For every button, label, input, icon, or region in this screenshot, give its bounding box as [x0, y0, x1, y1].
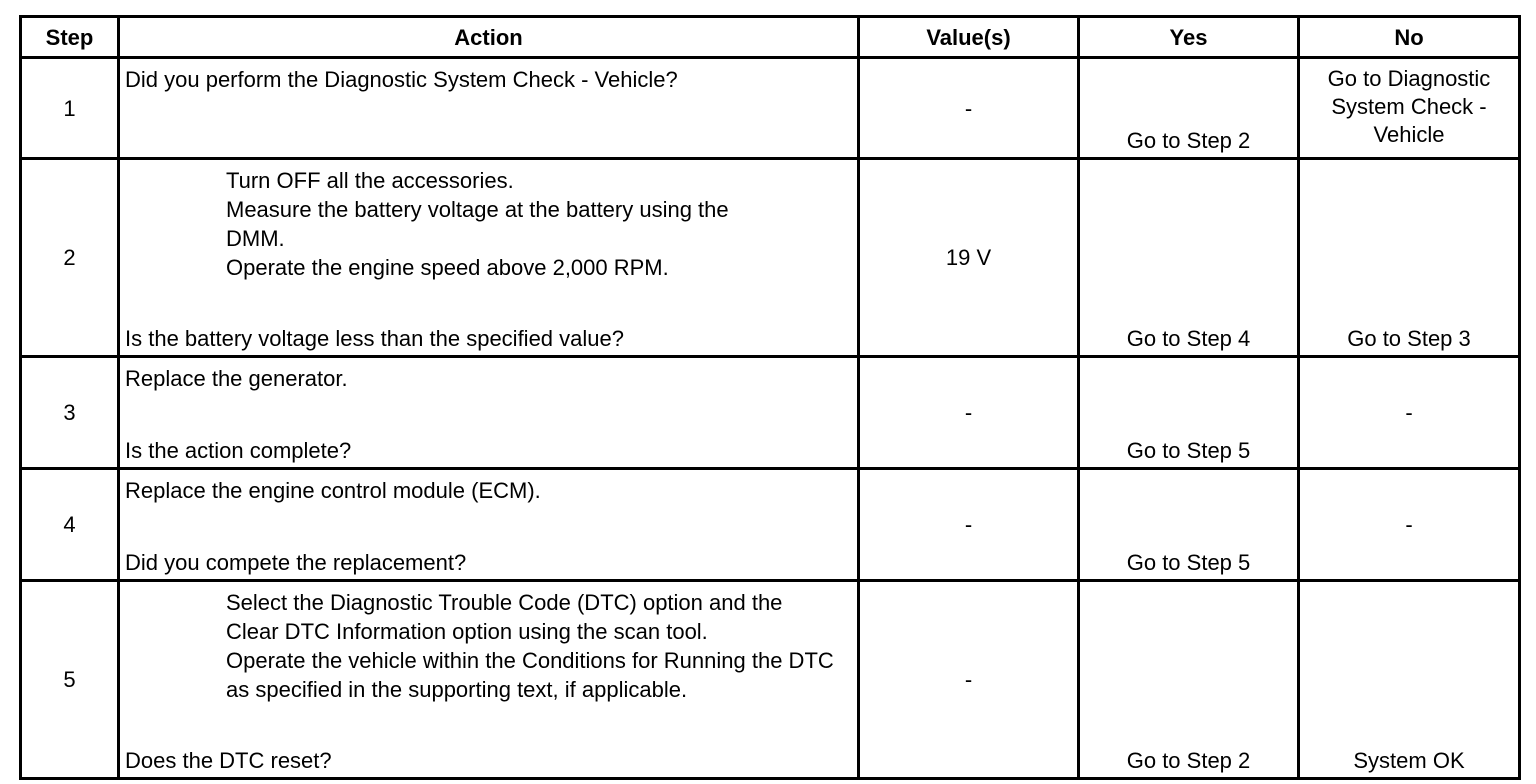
action-question: Did you compete the replacement?: [125, 550, 467, 575]
action-question: Is the action complete?: [125, 438, 352, 463]
no-text: System OK: [1353, 748, 1465, 773]
action-step-item: Operate the engine speed above 2,000 RPM.: [226, 255, 669, 280]
action-text: Did you perform the Diagnostic System Check - Vehicle?: [125, 67, 678, 92]
step-number: 3: [21, 357, 119, 469]
action-cell: [119, 469, 859, 581]
step-number: 5: [21, 581, 119, 779]
diagnostic-table: [19, 15, 1521, 780]
yes-text: Go to Step 4: [1126, 326, 1251, 351]
action-cell: [119, 357, 859, 469]
table-row: [21, 469, 1520, 581]
yes-cell: [1079, 159, 1299, 357]
header-row: [21, 17, 1520, 58]
yes-cell: [1079, 357, 1299, 469]
no-cell: -: [1299, 357, 1520, 469]
step-number: 2: [21, 159, 119, 357]
no-cell: -: [1299, 469, 1520, 581]
no-cell: [1299, 581, 1520, 779]
header-yes: Yes: [1079, 17, 1299, 58]
table-row: [21, 581, 1520, 779]
action-cell: [119, 159, 859, 357]
yes-text: Go to Step 2: [1126, 128, 1251, 153]
action-text: Replace the generator.: [125, 366, 348, 391]
header-values: Value(s): [859, 17, 1079, 58]
yes-cell: [1079, 58, 1299, 159]
action-step-item: Operate the vehicle within the Conditions for Running the DTC as specified in the supporting text, if applicable.: [226, 648, 834, 702]
yes-cell: [1079, 581, 1299, 779]
action-step-item: Measure the battery voltage at the battery using the DMM.: [226, 197, 729, 251]
value-cell: -: [859, 357, 1079, 469]
step-number: 1: [21, 58, 119, 159]
table-row: [21, 58, 1520, 159]
no-cell: Go to Diagnostic System Check - Vehicle: [1299, 58, 1520, 159]
action-step-item: Turn OFF all the accessories.: [226, 168, 514, 193]
value-cell: -: [859, 58, 1079, 159]
action-question: Is the battery voltage less than the specified value?: [125, 326, 624, 351]
no-cell: [1299, 159, 1520, 357]
yes-text: Go to Step 5: [1126, 438, 1251, 463]
value-cell: 19 V: [859, 159, 1079, 357]
action-text: Replace the engine control module (ECM).: [125, 478, 541, 503]
action-cell: [119, 58, 859, 159]
header-step: Step: [21, 17, 119, 58]
yes-cell: [1079, 469, 1299, 581]
action-cell: [119, 581, 859, 779]
header-action: Action: [119, 17, 859, 58]
header-no: No: [1299, 17, 1520, 58]
yes-text: Go to Step 5: [1126, 550, 1251, 575]
step-number: 4: [21, 469, 119, 581]
table-row: [21, 357, 1520, 469]
no-text: Go to Step 3: [1347, 326, 1471, 351]
action-step-item: Select the Diagnostic Trouble Code (DTC) option and the Clear DTC Information option using the scan tool.: [226, 590, 783, 644]
action-question: Does the DTC reset?: [125, 748, 332, 773]
table-row: [21, 159, 1520, 357]
value-cell: -: [859, 581, 1079, 779]
yes-text: Go to Step 2: [1126, 748, 1251, 773]
value-cell: -: [859, 469, 1079, 581]
